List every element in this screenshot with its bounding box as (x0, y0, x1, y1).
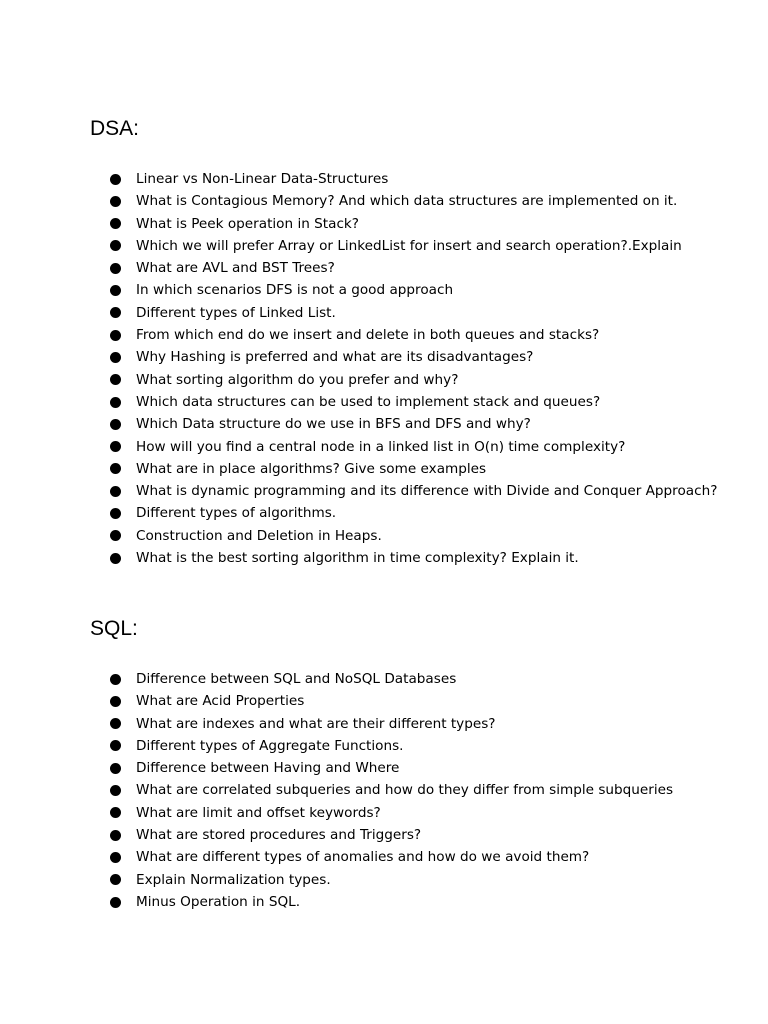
bullet-icon (110, 874, 121, 885)
list-item (110, 502, 730, 524)
list-item-text: What is dynamic programming and its difference with Divide and Conquer Approach? (136, 483, 718, 500)
list-item (110, 547, 730, 569)
bullet-icon (110, 830, 121, 841)
bullet-list (110, 168, 730, 569)
list-item (110, 480, 730, 502)
list-item-text: What are different types of anomalies and how do we avoid them? (136, 849, 590, 866)
list-item (110, 869, 730, 891)
section-dsa (90, 117, 730, 567)
bullet-icon (110, 508, 121, 519)
list-item (110, 824, 730, 846)
bullet-icon (110, 263, 121, 274)
bullet-icon (110, 419, 121, 430)
list-item (110, 257, 730, 279)
bullet-icon (110, 897, 121, 908)
list-item (110, 168, 730, 190)
bullet-icon (110, 463, 121, 474)
list-item-text: From which end do we insert and delete in both queues and stacks? (136, 327, 600, 344)
list-item (110, 324, 730, 346)
list-item-text: What is Contagious Memory? And which data structures are implemented on it. (136, 193, 678, 210)
list-item (110, 235, 730, 257)
list-item (110, 458, 730, 480)
list-item (110, 213, 730, 235)
bullet-icon (110, 441, 121, 452)
bullet-icon (110, 696, 121, 707)
bullet-icon (110, 852, 121, 863)
list-item-text: Different types of Aggregate Functions. (136, 737, 404, 754)
list-item-text: Minus Operation in SQL. (136, 893, 301, 910)
list-item-text: Which data structures can be used to implement stack and queues? (136, 393, 601, 410)
list-item (110, 391, 730, 413)
list-item-text: How will you find a central node in a linked list in O(n) time complexity? (136, 438, 626, 455)
bullet-icon (110, 330, 121, 341)
list-item-text: Which we will prefer Array or LinkedList for insert and search operation?.Explain (136, 237, 682, 254)
bullet-icon (110, 240, 121, 251)
list-item (110, 346, 730, 368)
list-item-text: Difference between SQL and NoSQL Databases (136, 671, 457, 687)
list-item (110, 802, 730, 824)
list-item-text: What are AVL and BST Trees? (136, 260, 335, 277)
list-item (110, 891, 730, 913)
bullet-icon (110, 397, 121, 408)
bullet-icon (110, 285, 121, 296)
list-item-text: In which scenarios DFS is not a good approach (136, 282, 454, 299)
list-item-text: What are indexes and what are their different types? (136, 715, 496, 732)
list-item (110, 735, 730, 757)
bullet-list (110, 668, 730, 913)
bullet-icon (110, 307, 121, 318)
bullet-icon (110, 218, 121, 229)
list-item (110, 690, 730, 712)
list-item-text: What are limit and offset keywords? (136, 804, 381, 821)
list-item-text: What are stored procedures and Triggers? (136, 827, 422, 844)
list-item-text: What is Peek operation in Stack? (136, 215, 360, 232)
list-item-text: Different types of Linked List. (136, 304, 336, 321)
list-item-text: Difference between Having and Where (136, 760, 400, 777)
list-item (110, 757, 730, 779)
bullet-icon (110, 807, 121, 818)
list-item-text: What are in place algorithms? Give some examples (136, 460, 487, 477)
list-item (110, 279, 730, 301)
bullet-icon (110, 740, 121, 751)
bullet-icon (110, 553, 121, 564)
bullet-icon (110, 174, 121, 185)
list-item (110, 369, 730, 391)
bullet-icon (110, 352, 121, 363)
list-item (110, 302, 730, 324)
list-item (110, 413, 730, 435)
section-sql (90, 617, 730, 910)
bullet-icon (110, 374, 121, 385)
list-item-text: Explain Normalization types. (136, 871, 331, 888)
list-item (110, 713, 730, 735)
list-item-text: What is the best sorting algorithm in time complexity? Explain it. (136, 550, 579, 567)
section-heading: DSA: (90, 117, 140, 140)
list-item (110, 190, 730, 212)
list-item (110, 779, 730, 801)
list-item-text: Construction and Deletion in Heaps. (136, 527, 382, 544)
bullet-icon (110, 530, 121, 541)
bullet-icon (110, 718, 121, 729)
section-heading: SQL: (90, 617, 138, 640)
list-item (110, 436, 730, 458)
bullet-icon (110, 763, 121, 774)
bullet-icon (110, 196, 121, 207)
list-item-text: What sorting algorithm do you prefer and why? (136, 371, 459, 388)
bullet-icon (110, 486, 121, 497)
list-item (110, 846, 730, 868)
bullet-icon (110, 785, 121, 796)
list-item-text: What are correlated subqueries and how do they differ from simple subqueries (136, 782, 674, 799)
list-item (110, 525, 730, 547)
list-item (110, 668, 730, 690)
list-item-text: Different types of algorithms. (136, 505, 337, 522)
list-item-text: Why Hashing is preferred and what are its disadvantages? (136, 349, 534, 366)
list-item-text: What are Acid Properties (136, 693, 305, 710)
bullet-icon (110, 674, 121, 685)
list-item-text: Linear vs Non-Linear Data-Structures (136, 171, 389, 187)
list-item-text: Which Data structure do we use in BFS and DFS and why? (136, 416, 531, 433)
